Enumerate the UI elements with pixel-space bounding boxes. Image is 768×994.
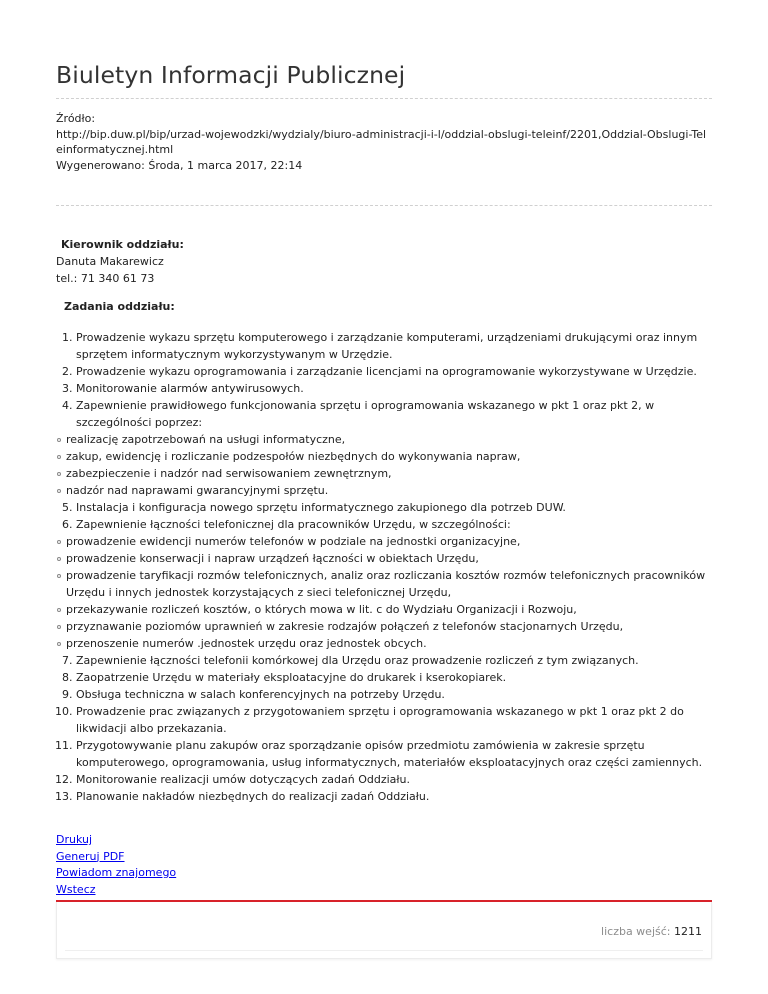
head-phone: tel.: 71 340 61 73 bbox=[56, 272, 155, 285]
bullet-icon bbox=[57, 557, 61, 561]
task-item: 5. Instalacja i konfiguracja nowego sprzętu informatycznego zakupionego dla potrzeb DUW. bbox=[76, 499, 712, 516]
subtask-text: przyznawanie poziomów uprawnień w zakresie rodzajów połączeń z telefonów stacjonarnych Urzędu, bbox=[66, 620, 624, 633]
subtask-list bbox=[56, 533, 712, 652]
action-links bbox=[56, 832, 712, 898]
page-title: Biuletyn Informacji Publicznej bbox=[56, 61, 406, 89]
subtask-item bbox=[56, 431, 712, 448]
divider bbox=[56, 205, 712, 206]
subtask-text: zakup, ewidencję i rozliczanie podzespołów niezbędnych do wykonywania napraw, bbox=[66, 450, 521, 463]
subtask-item bbox=[56, 533, 712, 550]
subtask-text: realizację zapotrzebowań na usługi informatyczne, bbox=[66, 433, 346, 446]
divider bbox=[56, 98, 712, 99]
task-item bbox=[66, 516, 712, 652]
visit-counter bbox=[601, 925, 702, 938]
notify-friend-link[interactable]: Powiadom znajomego bbox=[56, 866, 177, 879]
bullet-icon bbox=[57, 472, 61, 476]
task-item: 1. Prowadzenie wykazu sprzętu komputerowego i zarządzanie komputerami, urządzeniami drukującymi oraz innym sprzętem informatycznym wykorzystywanym w Urzędzie. bbox=[76, 329, 712, 363]
tasks-list bbox=[56, 329, 712, 805]
subtask-text: prowadzenie taryfikacji rozmów telefonicznych, analiz oraz rozliczania kosztów rozmów telefonicznych pracowników Urzędu i innych jednostek korzystających z sieci telefonicznej Urzędu, bbox=[66, 569, 706, 599]
generated-date: Wygenerowano: Środa, 1 marca 2017, 22:14 bbox=[56, 158, 303, 172]
bullet-icon bbox=[57, 625, 61, 629]
source-label: Źródło: bbox=[56, 112, 96, 125]
bullet-icon bbox=[57, 642, 61, 646]
task-item: 8. Zaopatrzenie Urzędu w materiały eksploatacyjne do drukarek i kserokopiarek. bbox=[76, 669, 712, 686]
subtask-item bbox=[56, 567, 712, 601]
tasks-label: Zadania oddziału: bbox=[64, 300, 175, 313]
subtask-text: przekazywanie rozliczeń kosztów, o których mowa w lit. c do Wydziału Organizacji i Rozwoju, bbox=[66, 603, 577, 616]
bullet-icon bbox=[57, 438, 61, 442]
subtask-text: prowadzenie konserwacji i napraw urządzeń łączności w obiektach Urzędu, bbox=[66, 552, 479, 565]
task-item-text: Zapewnienie łączności telefonicznej dla pracowników Urzędu, w szczególności: bbox=[76, 518, 511, 531]
subtask-text: prowadzenie ewidencji numerów telefonów w podziale na jednostki organizacyjne, bbox=[66, 535, 521, 548]
subtask-item bbox=[56, 635, 712, 652]
bullet-icon bbox=[57, 574, 61, 578]
task-item: 12. Monitorowanie realizacji umów dotyczących zadań Oddziału. bbox=[76, 771, 712, 788]
head-name: Danuta Makarewicz bbox=[56, 255, 164, 268]
visit-counter-value: 1211 bbox=[674, 925, 702, 938]
subtask-list bbox=[56, 431, 712, 499]
subtask-item bbox=[56, 618, 712, 635]
print-link[interactable]: Drukuj bbox=[56, 833, 93, 846]
task-item: 11. Przygotowywanie planu zakupów oraz sporządzanie opisów przedmiotu zamówienia w zakresie sprzętu komputerowego, oprogramowania, usług informatycznych, materiałów eksploatacyjnych oraz części zamiennych. bbox=[76, 737, 712, 771]
task-item: 3. Monitorowanie alarmów antywirusowych. bbox=[76, 380, 712, 397]
subtask-item bbox=[56, 465, 712, 482]
task-item: 9. Obsługa techniczna w salach konferencyjnych na potrzeby Urzędu. bbox=[76, 686, 712, 703]
bullet-icon bbox=[57, 489, 61, 493]
task-item: 13. Planowanie nakładów niezbędnych do realizacji zadań Oddziału. bbox=[76, 788, 712, 805]
subtask-item bbox=[56, 448, 712, 465]
divider bbox=[65, 950, 703, 951]
task-item-text: Zapewnienie prawidłowego funkcjonowania sprzętu i oprogramowania wskazanego w pkt 1 oraz pkt 2, w szczególności poprzez: bbox=[76, 399, 655, 429]
source-url: http://bip.duw.pl/bip/urzad-wojewodzki/wydzialy/biuro-administracji-i-l/oddzial-obslugi-teleinf/2201,Oddzial-Obslugi-Teleinformatycznej.html bbox=[56, 127, 707, 156]
source-info bbox=[56, 111, 712, 173]
task-item: 7. Zapewnienie łączności telefonii komórkowej dla Urzędu oraz prowadzenie rozliczeń z tym związanych. bbox=[76, 652, 712, 669]
subtask-text: przenoszenie numerów .jednostek urzędu oraz jednostek obcych. bbox=[66, 637, 427, 650]
bullet-icon bbox=[57, 455, 61, 459]
subtask-text: zabezpieczenie i nadzór nad serwisowaniem zewnętrznym, bbox=[66, 467, 392, 480]
subtask-text: nadzór nad naprawami gwarancyjnymi sprzętu. bbox=[66, 484, 329, 497]
back-link[interactable]: Wstecz bbox=[56, 882, 96, 896]
head-info bbox=[56, 253, 712, 287]
visit-counter-box bbox=[56, 902, 712, 959]
subtask-item bbox=[56, 601, 712, 618]
head-label: Kierownik oddziału: bbox=[61, 238, 184, 251]
task-item bbox=[66, 397, 712, 499]
visit-counter-label: liczba wejść: bbox=[601, 925, 671, 938]
bullet-icon bbox=[57, 608, 61, 612]
bullet-icon bbox=[57, 540, 61, 544]
generate-pdf-link[interactable]: Generuj PDF bbox=[56, 849, 125, 863]
task-item: 10. Prowadzenie prac związanych z przygotowaniem sprzętu i oprogramowania wskazanego w pkt 1 oraz pkt 2 do likwidacji albo przekazania. bbox=[76, 703, 712, 737]
subtask-item bbox=[56, 550, 712, 567]
subtask-item bbox=[56, 482, 712, 499]
task-item: 2. Prowadzenie wykazu oprogramowania i zarządzanie licencjami na oprogramowanie wykorzystywane w Urzędzie. bbox=[76, 363, 712, 380]
